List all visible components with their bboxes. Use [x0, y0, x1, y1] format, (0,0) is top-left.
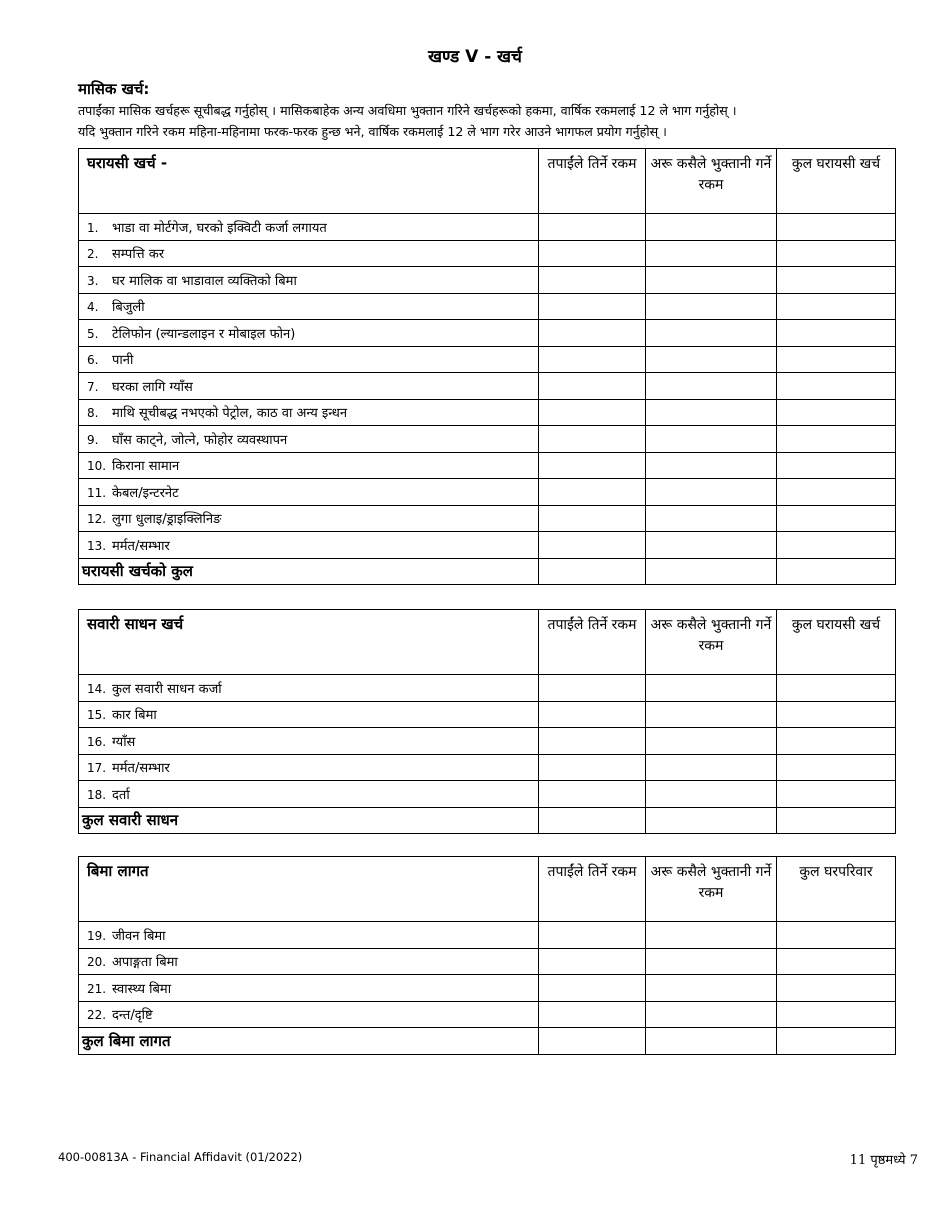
- table-row: [79, 532, 896, 559]
- expense-label: लुगा धुलाइ/ड्राइक्लिनिङ: [112, 512, 222, 528]
- row-number: 13.: [87, 538, 107, 553]
- expense-label: माथि सूचीबद्ध नभएको पेट्रोल, काठ वा अन्य इन्धन: [112, 406, 348, 422]
- others-pay-cell[interactable]: [646, 214, 777, 241]
- expense-label: पानी: [112, 353, 134, 369]
- row-number: 22.: [87, 1008, 107, 1023]
- expense-label: घर मालिक वा भाडावाल व्यक्तिको बिमा: [112, 273, 297, 289]
- others-pay-cell[interactable]: [646, 373, 777, 400]
- row-number: 14.: [87, 681, 107, 696]
- others-pay-cell[interactable]: [646, 1028, 777, 1055]
- table-header-row: [79, 149, 896, 214]
- expense-label-cell: [79, 1001, 539, 1028]
- table-title: सवारी साधन खर्च: [79, 610, 539, 675]
- expense-label: मर्मत/सम्भार: [112, 761, 170, 777]
- expense-label-cell: [79, 293, 539, 320]
- page-number: 11 पृष्ठमध्ये 7: [849, 1153, 918, 1168]
- expense-label-cell: [79, 532, 539, 559]
- table-row: [79, 452, 896, 479]
- expense-label: कार बिमा: [112, 708, 157, 724]
- table-row: [79, 479, 896, 506]
- expense-label-cell: [79, 426, 539, 453]
- column-header: तपाईंले तिर्ने रकम: [539, 610, 646, 675]
- column-header: तपाईंले तिर्ने रकम: [539, 857, 646, 922]
- table-row: [79, 675, 896, 702]
- you-pay-cell[interactable]: [539, 754, 646, 781]
- total-cell[interactable]: [777, 1028, 896, 1055]
- row-number: 2.: [87, 247, 99, 262]
- others-pay-cell[interactable]: [646, 320, 777, 347]
- total-cell[interactable]: [777, 346, 896, 373]
- you-pay-cell[interactable]: [539, 701, 646, 728]
- expense-label: भाडा वा मोर्टगेज, घरको इक्विटी कर्जा लगायत: [112, 220, 327, 236]
- you-pay-cell[interactable]: [539, 479, 646, 506]
- total-cell[interactable]: [777, 267, 896, 294]
- expense-label-cell: [79, 728, 539, 755]
- others-pay-cell[interactable]: [646, 505, 777, 532]
- row-number: 11.: [87, 485, 107, 500]
- expense-label-cell: [79, 505, 539, 532]
- you-pay-cell[interactable]: [539, 532, 646, 559]
- you-pay-cell[interactable]: [539, 1028, 646, 1055]
- table-row: [79, 922, 896, 949]
- expense-label: बिजुली: [112, 300, 145, 316]
- you-pay-cell[interactable]: [539, 214, 646, 241]
- total-cell[interactable]: [777, 214, 896, 241]
- others-pay-cell[interactable]: [646, 922, 777, 949]
- total-row: [79, 1028, 896, 1055]
- expense-label-cell: [79, 675, 539, 702]
- row-number: 19.: [87, 928, 107, 943]
- total-label: घरायसी खर्चको कुल: [79, 558, 539, 585]
- row-number: 6.: [87, 353, 99, 368]
- table-row: [79, 320, 896, 347]
- total-cell[interactable]: [777, 320, 896, 347]
- row-number: 9.: [87, 432, 99, 447]
- you-pay-cell[interactable]: [539, 505, 646, 532]
- expense-label: ग्याँस: [112, 734, 136, 750]
- total-cell[interactable]: [777, 948, 896, 975]
- expense-label: सम्पत्ति कर: [112, 247, 165, 263]
- you-pay-cell[interactable]: [539, 922, 646, 949]
- column-header: अरू कसैले भुक्तानी गर्ने रकम: [646, 149, 777, 214]
- others-pay-cell[interactable]: [646, 948, 777, 975]
- expense-label-cell: [79, 754, 539, 781]
- you-pay-cell[interactable]: [539, 267, 646, 294]
- expense-label-cell: [79, 267, 539, 294]
- you-pay-cell[interactable]: [539, 373, 646, 400]
- expense-label-cell: [79, 320, 539, 347]
- row-number: 17.: [87, 761, 107, 776]
- table-row: [79, 728, 896, 755]
- you-pay-cell[interactable]: [539, 346, 646, 373]
- you-pay-cell[interactable]: [539, 293, 646, 320]
- you-pay-cell[interactable]: [539, 1001, 646, 1028]
- others-pay-cell[interactable]: [646, 675, 777, 702]
- others-pay-cell[interactable]: [646, 346, 777, 373]
- total-cell[interactable]: [777, 426, 896, 453]
- row-number: 12.: [87, 512, 107, 527]
- total-cell[interactable]: [777, 975, 896, 1002]
- expense-label: अपाङ्गता बिमा: [112, 955, 178, 971]
- table-row: [79, 701, 896, 728]
- others-pay-cell[interactable]: [646, 781, 777, 808]
- you-pay-cell[interactable]: [539, 320, 646, 347]
- row-number: 7.: [87, 379, 99, 394]
- others-pay-cell[interactable]: [646, 240, 777, 267]
- total-cell[interactable]: [777, 399, 896, 426]
- others-pay-cell[interactable]: [646, 452, 777, 479]
- instruction-line: तपाईंका मासिक खर्चहरू सूचीबद्ध गर्नुहोस् । मासिकबाहेक अन्य अवधिमा भुक्तान गरिने खर्चहरूको हकमा, वार्षिक रकमलाई 12 ले भाग गर्नुहोस् ।: [78, 103, 737, 118]
- form-id: 400-00813A - Financial Affidavit (01/2022): [58, 1150, 303, 1164]
- expense-label: टेलिफोन (ल्यान्डलाइन र मोबाइल फोन): [112, 326, 296, 342]
- total-cell[interactable]: [777, 701, 896, 728]
- you-pay-cell[interactable]: [539, 240, 646, 267]
- expense-label: केबल/इन्टरनेट: [112, 485, 179, 501]
- insurance-costs-table: [78, 856, 896, 1055]
- total-cell[interactable]: [777, 728, 896, 755]
- others-pay-cell[interactable]: [646, 728, 777, 755]
- expense-label-cell: [79, 452, 539, 479]
- instruction-line: यदि भुक्तान गरिने रकम महिना-महिनामा फरक-फरक हुन्छ भने, वार्षिक रकमलाई 12 ले भाग गरेर आउने भागफल प्रयोग गर्नुहोस् ।: [78, 124, 667, 139]
- expense-label-cell: [79, 948, 539, 975]
- you-pay-cell[interactable]: [539, 399, 646, 426]
- total-cell[interactable]: [777, 922, 896, 949]
- row-number: 10.: [87, 459, 107, 474]
- others-pay-cell[interactable]: [646, 532, 777, 559]
- table-header-row: [79, 610, 896, 675]
- expense-label: दर्ता: [112, 787, 130, 803]
- expense-label: घरका लागि ग्याँस: [112, 379, 193, 395]
- expense-label: स्वास्थ्य बिमा: [112, 981, 172, 997]
- expense-label: किराना सामान: [112, 459, 180, 475]
- expense-label: घाँस काट्ने, जोत्ने, फोहोर व्यवस्थापन: [112, 432, 288, 448]
- total-cell[interactable]: [777, 293, 896, 320]
- table-row: [79, 781, 896, 808]
- total-label: कुल सवारी साधन: [79, 807, 539, 834]
- table-row: [79, 754, 896, 781]
- table-row: [79, 267, 896, 294]
- you-pay-cell[interactable]: [539, 675, 646, 702]
- total-cell[interactable]: [777, 479, 896, 506]
- expense-label-cell: [79, 240, 539, 267]
- total-cell[interactable]: [777, 807, 896, 834]
- column-header: अरू कसैले भुक्तानी गर्ने रकम: [646, 857, 777, 922]
- vehicle-expenses-table: [78, 609, 896, 834]
- expense-label: मर्मत/सम्भार: [112, 538, 170, 554]
- expense-label: जीवन बिमा: [112, 928, 166, 944]
- expense-label-cell: [79, 479, 539, 506]
- you-pay-cell[interactable]: [539, 948, 646, 975]
- expense-label: कुल सवारी साधन कर्जा: [112, 681, 222, 697]
- total-cell[interactable]: [777, 558, 896, 585]
- table-row: [79, 399, 896, 426]
- table-row: [79, 240, 896, 267]
- expense-label-cell: [79, 701, 539, 728]
- row-number: 15.: [87, 708, 107, 723]
- others-pay-cell[interactable]: [646, 267, 777, 294]
- column-header: कुल घरायसी खर्च: [777, 149, 896, 214]
- you-pay-cell[interactable]: [539, 452, 646, 479]
- column-header: कुल घरायसी खर्च: [777, 610, 896, 675]
- you-pay-cell[interactable]: [539, 807, 646, 834]
- you-pay-cell[interactable]: [539, 975, 646, 1002]
- table-row: [79, 948, 896, 975]
- you-pay-cell[interactable]: [539, 426, 646, 453]
- others-pay-cell[interactable]: [646, 807, 777, 834]
- monthly-expenses-heading: मासिक खर्च:: [78, 80, 150, 98]
- others-pay-cell[interactable]: [646, 558, 777, 585]
- total-cell[interactable]: [777, 675, 896, 702]
- column-header: अरू कसैले भुक्तानी गर्ने रकम: [646, 610, 777, 675]
- expense-label: दन्त/दृष्टि: [112, 1008, 153, 1024]
- column-header: तपाईंले तिर्ने रकम: [539, 149, 646, 214]
- total-cell[interactable]: [777, 781, 896, 808]
- total-label: कुल बिमा लागत: [79, 1028, 539, 1055]
- household-expenses-table: [78, 148, 896, 585]
- total-row: [79, 558, 896, 585]
- table-row: [79, 214, 896, 241]
- section-title: खण्ड V - खर्च: [428, 47, 522, 67]
- row-number: 21.: [87, 981, 107, 996]
- total-cell[interactable]: [777, 452, 896, 479]
- you-pay-cell[interactable]: [539, 728, 646, 755]
- table-title: बिमा लागत: [79, 857, 539, 922]
- total-cell[interactable]: [777, 754, 896, 781]
- you-pay-cell[interactable]: [539, 558, 646, 585]
- expense-label-cell: [79, 975, 539, 1002]
- expense-label-cell: [79, 373, 539, 400]
- table-row: [79, 1001, 896, 1028]
- expense-label-cell: [79, 346, 539, 373]
- row-number: 16.: [87, 734, 107, 749]
- table-row: [79, 505, 896, 532]
- total-cell[interactable]: [777, 240, 896, 267]
- table-row: [79, 426, 896, 453]
- others-pay-cell[interactable]: [646, 701, 777, 728]
- total-cell[interactable]: [777, 532, 896, 559]
- table-title: घरायसी खर्च -: [79, 149, 539, 214]
- table-row: [79, 373, 896, 400]
- total-cell[interactable]: [777, 505, 896, 532]
- others-pay-cell[interactable]: [646, 293, 777, 320]
- you-pay-cell[interactable]: [539, 781, 646, 808]
- row-number: 20.: [87, 955, 107, 970]
- others-pay-cell[interactable]: [646, 399, 777, 426]
- table-row: [79, 975, 896, 1002]
- others-pay-cell[interactable]: [646, 426, 777, 453]
- total-cell[interactable]: [777, 1001, 896, 1028]
- row-number: 1.: [87, 220, 99, 235]
- others-pay-cell[interactable]: [646, 479, 777, 506]
- instructions: [78, 100, 908, 142]
- row-number: 8.: [87, 406, 99, 421]
- table-row: [79, 293, 896, 320]
- table-header-row: [79, 857, 896, 922]
- row-number: 5.: [87, 326, 99, 341]
- row-number: 18.: [87, 787, 107, 802]
- others-pay-cell[interactable]: [646, 754, 777, 781]
- table-row: [79, 346, 896, 373]
- others-pay-cell[interactable]: [646, 1001, 777, 1028]
- expense-label-cell: [79, 214, 539, 241]
- expense-label-cell: [79, 922, 539, 949]
- row-number: 4.: [87, 300, 99, 315]
- total-row: [79, 807, 896, 834]
- expense-label-cell: [79, 781, 539, 808]
- total-cell[interactable]: [777, 373, 896, 400]
- row-number: 3.: [87, 273, 99, 288]
- others-pay-cell[interactable]: [646, 975, 777, 1002]
- expense-label-cell: [79, 399, 539, 426]
- column-header: कुल घरपरिवार: [777, 857, 896, 922]
